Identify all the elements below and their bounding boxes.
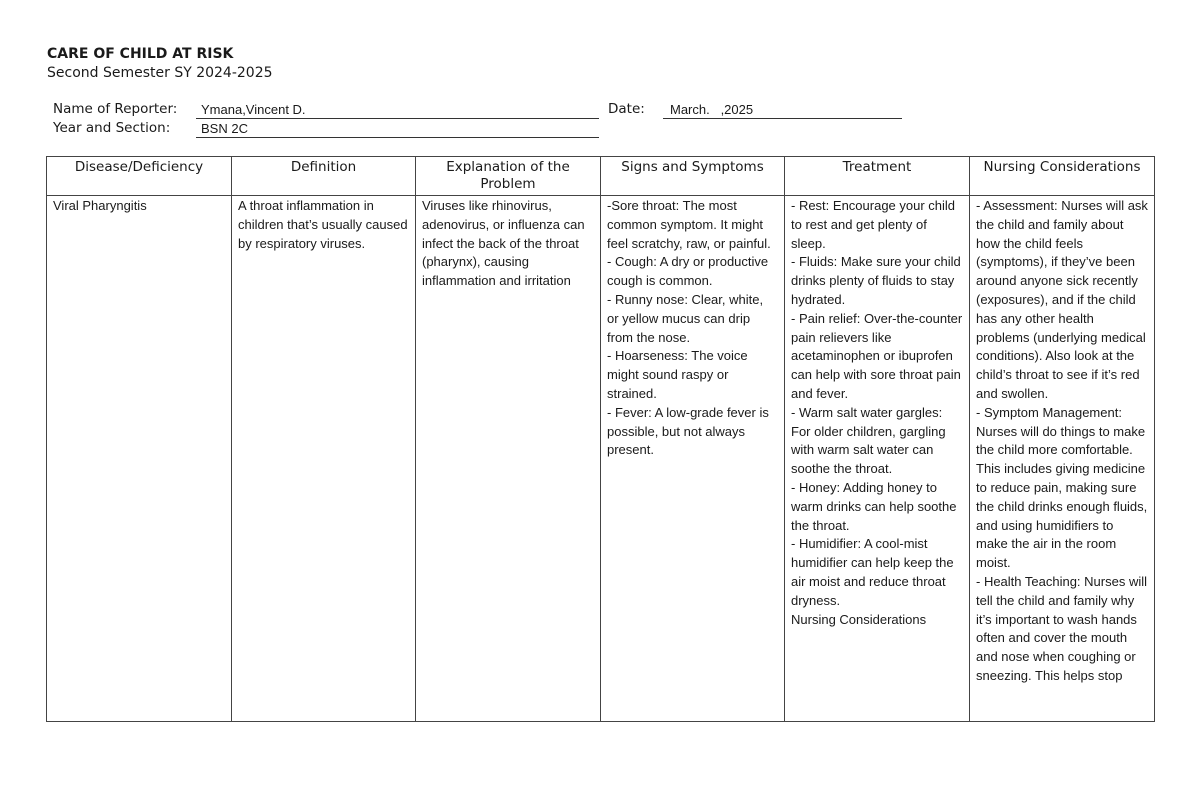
nursing-item: - Assessment: Nurses will ask the child and family about how the child feels (symptoms), if they’ve been around anyone sick recently (exposures), and if the child has any other health problems (underlying medical conditions). Also look at the child’s throat to see if it’s red and swollen. [976, 198, 1148, 401]
sign-item: - Cough: A dry or productive cough is common. [607, 254, 769, 289]
treatment-item: - Humidifier: A cool-mist humidifier can help keep the air moist and reduce throat dryness. [791, 536, 954, 608]
sign-item: - Hoarseness: The voice might sound raspy or strained. [607, 348, 748, 401]
disease-text: Viral Pharyngitis [53, 198, 147, 213]
cell-explanation [416, 196, 601, 722]
document-subtitle: Second Semester SY 2024-2025 [47, 65, 273, 81]
cell-treatment [785, 196, 970, 722]
header-treatment: Treatment [785, 157, 970, 196]
nursing-item: - Health Teaching: Nurses will tell the child and family why it’s important to wash hands often and cover the mouth and nose when coughing or sneezing. This helps stop [976, 573, 1147, 683]
reporter-name-field[interactable]: Ymana,Vincent D. [196, 101, 599, 119]
cell-disease [47, 196, 232, 722]
header-nursing: Nursing Considerations [970, 157, 1155, 196]
year-section-field[interactable]: BSN 2C [196, 120, 599, 138]
treatment-item: - Rest: Encourage your child to rest and get plenty of sleep. [791, 198, 956, 251]
cell-nursing [970, 196, 1155, 722]
treatment-item: - Warm salt water gargles: For older children, gargling with warm salt water can soothe the throat. [791, 404, 946, 477]
explanation-text: Viruses like rhinovirus, adenovirus, or influenza can infect the back of the throat (pharynx), causing inflammation and irritation [422, 198, 585, 289]
nursing-item: - Symptom Management: Nurses will do things to make the child more comfortable. This includes giving medicine to reduce pain, making sure the child drinks enough fluids, and using humidifiers to make the air in the room moist. [976, 404, 1148, 571]
document-title: CARE OF CHILD AT RISK [47, 46, 234, 62]
table-row [47, 196, 1155, 722]
nursing-care-table [46, 156, 1155, 722]
year-section-label: Year and Section: [53, 120, 171, 136]
date-label: Date: [608, 101, 645, 117]
header-explanation: Explanation of the Problem [416, 157, 601, 196]
header-signs: Signs and Symptoms [601, 157, 785, 196]
sign-item: -Sore throat: The most common symptom. It might feel scratchy, raw, or painful. [607, 198, 771, 251]
treatment-item: - Fluids: Make sure your child drinks plenty of fluids to stay hydrated. [791, 254, 961, 307]
treatment-item: - Pain relief: Over-the-counter pain relievers like acetaminophen or ibuprofen can help with sore throat pain and fever. [791, 310, 963, 401]
cell-definition [232, 196, 416, 722]
date-field[interactable]: March. ,2025 [663, 101, 902, 119]
sign-item: - Fever: A low-grade fever is possible, but not always present. [607, 404, 769, 458]
treatment-item: Nursing Considerations [791, 611, 927, 627]
sign-item: - Runny nose: Clear, white, or yellow mucus can drip from the nose. [607, 291, 764, 345]
header-definition: Definition [232, 157, 416, 196]
table-header-row [47, 157, 1155, 196]
treatment-item: - Honey: Adding honey to warm drinks can help soothe the throat. [791, 479, 957, 533]
cell-signs [601, 196, 785, 722]
reporter-name-label: Name of Reporter: [53, 101, 178, 117]
header-disease: Disease/Deficiency [47, 157, 232, 196]
definition-text: A throat inflammation in children that’s usually caused by respiratory viruses. [238, 198, 408, 251]
